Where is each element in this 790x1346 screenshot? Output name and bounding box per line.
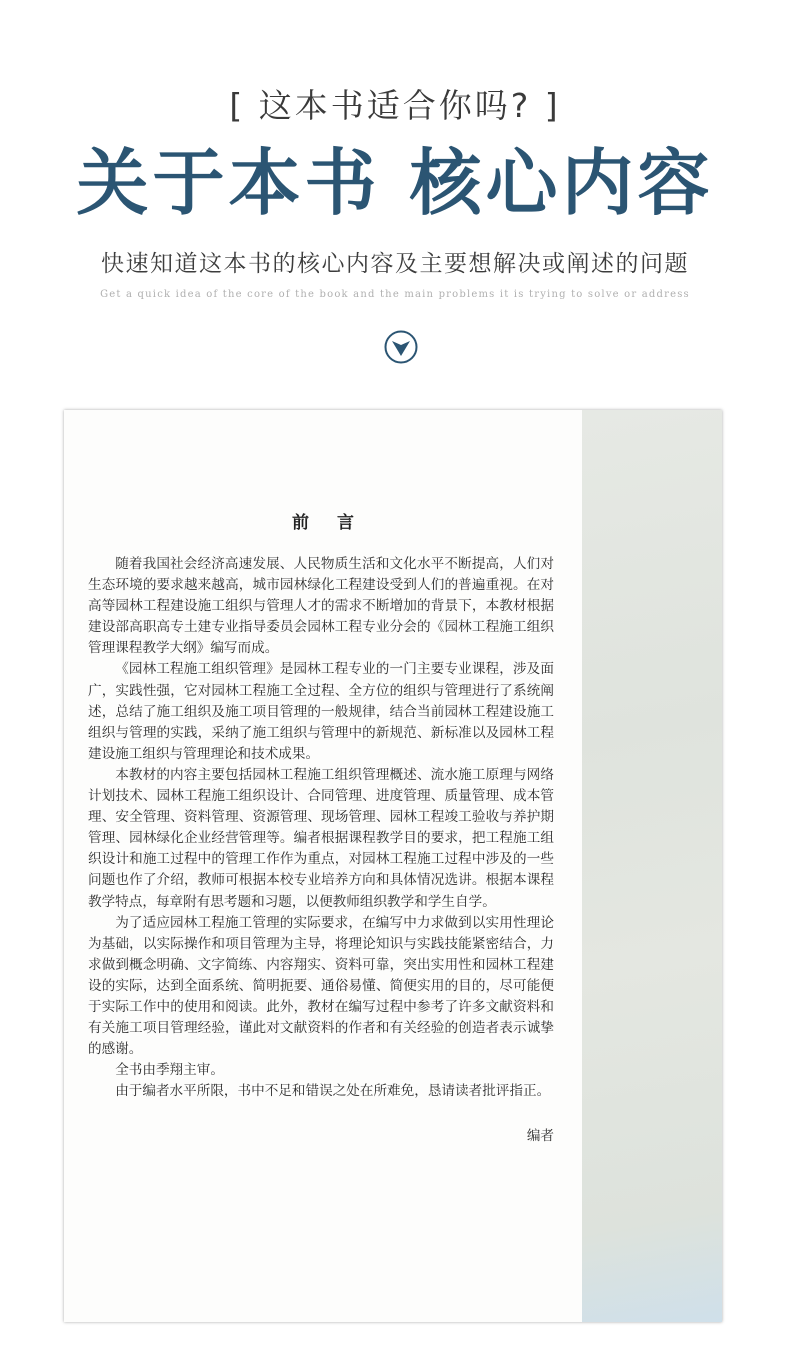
preface-paragraph: 全书由季翔主审。	[115, 1062, 224, 1079]
book-page-scan	[64, 410, 722, 1322]
preface-paragraph: 本教材的内容主要包括园林工程施工组织管理概述、流水施工原理与网络计划技术、园林工程施工组织设计、合同管理、进度管理、质量管理、成本管理、安全管理、资料管理、资源管理、现场管理、园林工程竣工验收与养护期管理、园林绿化企业经营管理等。编者根据课程教学目的要求，把工程施工组织设计和施工过程中的管理工作作为重点，对园林工程施工过程中涉及的一些问题也作了介绍，教师可根据本校专业培养方向和具体情况选讲。根据本课程教学特点，每章附有思考题和习题，以便教师组织教学和学生自学。	[88, 766, 554, 910]
section-subtitle: 快速知道这本书的核心内容及主要想解决或阐述的问题	[101, 251, 689, 277]
preface-paragraph: 由于编者水平所限，书中不足和错误之处在所难免，恳请读者批评指正。	[115, 1083, 551, 1100]
section-subtitle-english: Get a quick idea of the core of the book and the main problems it is trying to solve or address	[100, 289, 690, 300]
preface-signature: 编者	[526, 1128, 554, 1144]
preface-title: 前言	[292, 513, 382, 533]
section-question: [ 这本书适合你吗? ]	[229, 86, 561, 125]
preface-paragraph: 随着我国社会经济高速发展、人民物质生活和文化水平不断提高，人们对生态环境的要求越来越高，城市园林绿化工程建设受到人们的普遍重视。在对高等园林工程建设施工组织与管理人才的需求不断增加的背景下，本教材根据建设部高职高专土建专业指导委员会园林工程专业分会的《园林工程施工组织管理课程教学大纲》编写而成。	[88, 556, 554, 657]
page-headline: 关于本书 核心内容	[76, 140, 714, 225]
preface-paragraph: 《园林工程施工组织管理》是园林工程专业的一门主要专业课程，涉及面广，实践性强，它对园林工程施工全过程、全方位的组织与管理进行了系统阐述，总结了施工组织及施工项目管理的一般规律，结合当前园林工程建设施工组织与管理的实践，采纳了施工组织与管理中的新规范、新标准以及园林工程建设施工组织与管理理论和技术成果。	[88, 661, 554, 762]
preface-paragraph: 为了适应园林工程施工管理的实际要求，在编写中力求做到以实用性理论为基础，以实际操作和项目管理为主导，将理论知识与实践技能紧密结合，力求做到概念明确、文字简练、内容翔实、资料可靠，突出实用性和园林工程建设的实际，达到全面系统、简明扼要、通俗易懂、简便实用的目的，尽可能便于实际工作中的使用和阅读。此外，教材在编写过程中参考了许多文献资料和有关施工项目管理经验，谨此对文献资料的作者和有关经验的创造者表示诚挚的感谢。	[88, 914, 554, 1058]
page-edge-strip	[582, 410, 722, 1322]
circle-chevron-down-icon	[384, 330, 418, 364]
preface-body	[88, 554, 554, 1102]
